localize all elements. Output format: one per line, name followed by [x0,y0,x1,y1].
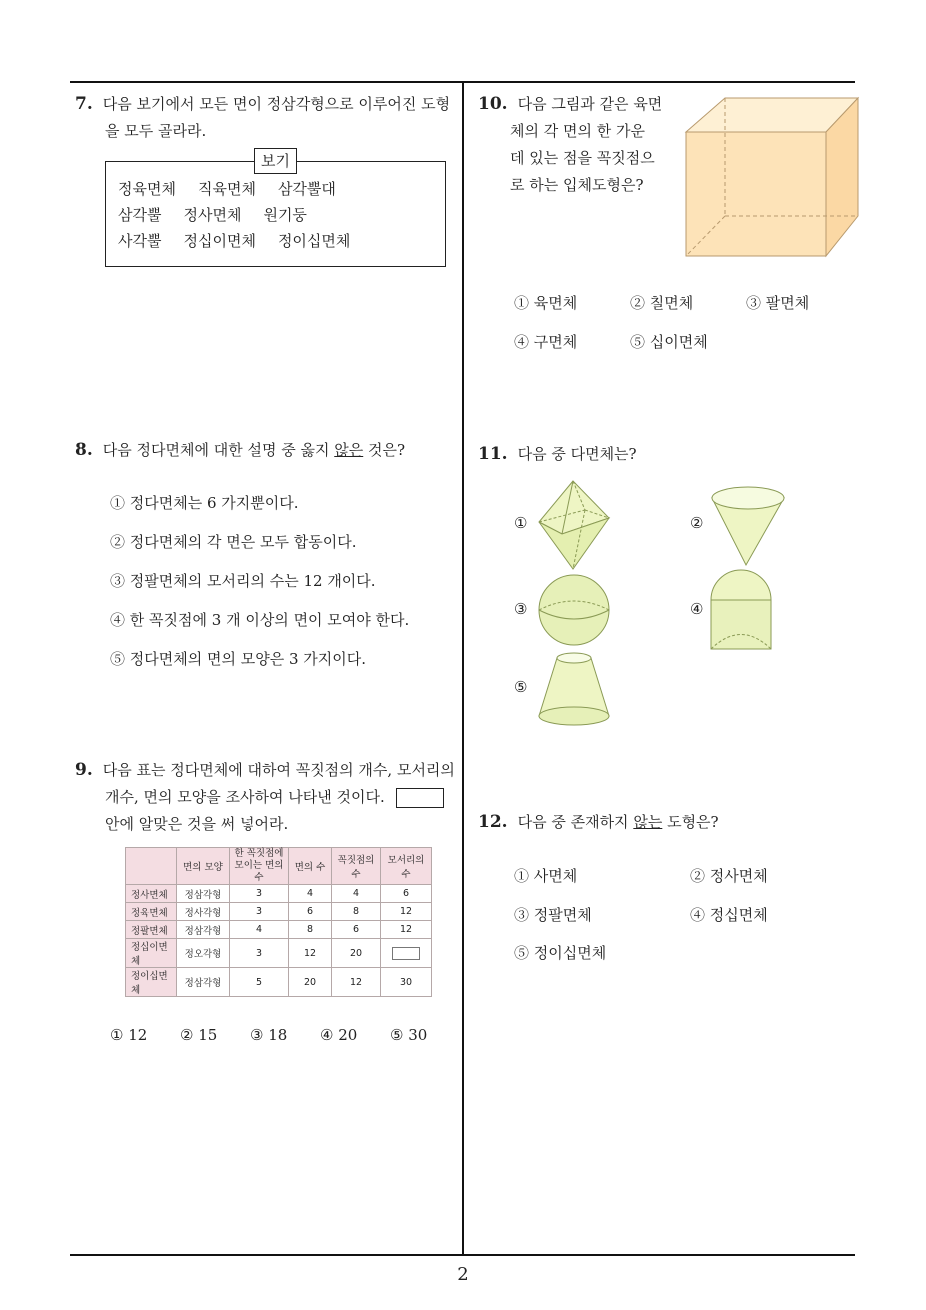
table-cell: 4 [332,885,381,903]
example-row-3 [118,230,372,251]
question-12 [478,808,719,836]
table-cell: 정사면체 [126,885,177,903]
table-cell: 정삼각형 [177,968,230,997]
table-cell: 4 [230,921,289,939]
table-row [126,939,432,968]
question-7 [75,90,450,118]
example-item: 사각뿔 [118,232,162,250]
question-9-number: 9. [75,760,93,780]
table-cell: 8 [332,903,381,921]
table-cell: 정삼각형 [177,885,230,903]
q11-option-1[interactable]: ① [514,514,528,532]
q8-option-3[interactable]: ③ 정팔면체의 모서리의 수는 12 개이다. [110,572,376,590]
q8-option-2[interactable]: ② 정다면체의 각 면은 모두 합동이다. [110,533,357,551]
dome-cylinder-figure[interactable] [708,568,774,652]
question-9-line2 [105,783,444,811]
q10-option-1[interactable]: ① 육면체 [514,294,578,312]
q12-option-5[interactable]: ⑤ 정이십면체 [514,944,607,962]
table-cell: 12 [332,968,381,997]
frustum-top [557,653,591,663]
table-cell: 3 [230,885,289,903]
question-10-line4: 로 하는 입체도형은? [510,176,644,194]
question-10-line2: 체의 각 면의 한 가운 [510,122,645,140]
q8-option-4[interactable]: ④ 한 꼭짓점에 3 개 이상의 면이 모여야 한다. [110,611,410,629]
example-row-1 [118,178,358,199]
table-answer-blank[interactable] [392,947,420,960]
example-row-2 [118,204,329,225]
table-cell: 3 [230,939,289,968]
table-header-blank [126,848,177,885]
table-header-face-shape: 면의 모양 [177,848,230,885]
table-cell: 12 [289,939,332,968]
question-12-number: 12. [478,812,508,832]
table-header-edges: 모서리의 수 [381,848,432,885]
question-7-line2: 을 모두 골라라. [105,122,207,140]
question-8-text-pre: 다음 정다면체에 대한 설명 중 옳지 [102,441,335,459]
table-cell: 5 [230,968,289,997]
example-item: 정사면체 [183,206,242,224]
example-item: 정육면체 [118,180,176,198]
q8-option-5[interactable]: ⑤ 정다면체의 면의 모양은 3 가지이다. [110,650,367,668]
table-cell: 12 [381,921,432,939]
cone-base [712,487,784,509]
question-11 [478,440,637,468]
q10-option-2[interactable]: ② 칠면체 [630,294,694,312]
q9-option-4[interactable]: ④ 20 [320,1026,358,1044]
q9-option-3[interactable]: ③ 18 [250,1026,288,1044]
question-8-text-post: 것은? [363,441,406,459]
question-9-line1: 다음 표는 정다면체에 대하여 꼭짓점의 개수, 모서리의 [102,761,455,779]
question-7-line1: 다음 보기에서 모든 면이 정삼각형으로 이루어진 도형 [102,95,451,113]
table-row [126,968,432,997]
table-header-row [126,848,432,885]
cube-front-face [686,132,826,256]
table-cell: 30 [381,968,432,997]
table-cell: 정삼각형 [177,921,230,939]
question-7-number: 7. [75,94,93,114]
table-cell: 6 [289,903,332,921]
bottom-rule [70,1254,855,1256]
table-cell: 정이십면체 [126,968,177,997]
column-divider [462,82,464,1256]
example-item: 삼각뿔 [118,206,162,224]
example-box-title: 보기 [254,148,297,174]
table-header-vertices: 꼭짓점의 수 [332,848,381,885]
table-cell: 정십이면체 [126,939,177,968]
q11-option-5[interactable]: ⑤ [514,678,528,696]
table-cell: 정팔면체 [126,921,177,939]
example-item: 직육면체 [197,180,256,198]
example-item: 원기둥 [263,206,307,224]
table-row [126,921,432,939]
table-cell: 20 [332,939,381,968]
q11-option-2[interactable]: ② [690,514,704,532]
cube-figure [680,92,865,260]
table-row [126,885,432,903]
q12-option-1[interactable]: ① 사면체 [514,867,578,885]
table-cell: 20 [289,968,332,997]
table-row [126,903,432,921]
table-header-faces-per-vertex: 한 꼭짓점에 모이는 면의 수 [230,848,289,885]
example-item: 삼각뿔대 [277,180,336,198]
table-cell: 정사각형 [177,903,230,921]
question-9-line3: 안에 알맞은 것을 써 넣어라. [105,815,289,833]
q12-option-4[interactable]: ④ 정십면체 [690,906,768,924]
question-9-line2-text: 개수, 면의 모양을 조사하여 나타낸 것이다. [105,788,385,806]
example-item: 정이십면체 [277,232,351,250]
question-12-underline: 않는 [633,813,663,831]
q11-option-4[interactable]: ④ [690,600,704,618]
question-8-underline: 않은 [334,441,364,459]
q9-option-2[interactable]: ② 15 [180,1026,218,1044]
q10-option-4[interactable]: ④ 구면체 [514,333,578,351]
q9-option-5[interactable]: ⑤ 30 [390,1026,428,1044]
table-cell: 3 [230,903,289,921]
question-11-number: 11. [478,444,508,464]
table-cell: 6 [381,885,432,903]
table-cell: 8 [289,921,332,939]
table-blank-cell[interactable] [381,939,432,968]
question-8-number: 8. [75,440,93,460]
question-10-number: 10. [478,94,508,114]
q12-option-2[interactable]: ② 정사면체 [690,867,768,885]
question-8 [75,436,405,464]
table-cell: 정육면체 [126,903,177,921]
table-cell: 6 [332,921,381,939]
page-number: 2 [457,1264,469,1285]
question-10 [478,90,662,118]
question-10-line3: 데 있는 점을 꼭짓점으 [510,149,655,167]
question-11-text: 다음 중 다면체는? [517,445,637,463]
cone-figure[interactable] [708,484,788,568]
octahedron-figure[interactable] [535,478,615,572]
table-cell: 정오각형 [177,939,230,968]
q10-option-5[interactable]: ⑤ 십이면체 [630,333,708,351]
polyhedra-table [125,847,432,997]
sphere-body [539,575,609,645]
table-cell: 4 [289,885,332,903]
question-10-line1: 다음 그림과 같은 육면 [517,95,663,113]
frustum-figure[interactable] [535,650,615,728]
table-header-faces: 면의 수 [289,848,332,885]
q12-option-3[interactable]: ③ 정팔면체 [514,906,592,924]
question-9 [75,756,455,784]
sphere-figure[interactable] [535,572,615,648]
q11-option-3[interactable]: ③ [514,600,528,618]
question-12-text-pre: 다음 중 존재하지 [517,813,634,831]
q9-option-1[interactable]: ① 12 [110,1026,148,1044]
dome-top [711,570,771,600]
frustum-bottom [539,707,609,725]
q8-option-1[interactable]: ① 정다면체는 6 가지뿐이다. [110,494,299,512]
question-12-text-post: 도형은? [662,813,719,831]
example-item: 정십이면체 [183,232,256,250]
answer-blank-box [396,788,444,808]
table-cell: 12 [381,903,432,921]
q10-option-3[interactable]: ③ 팔면체 [746,294,810,312]
